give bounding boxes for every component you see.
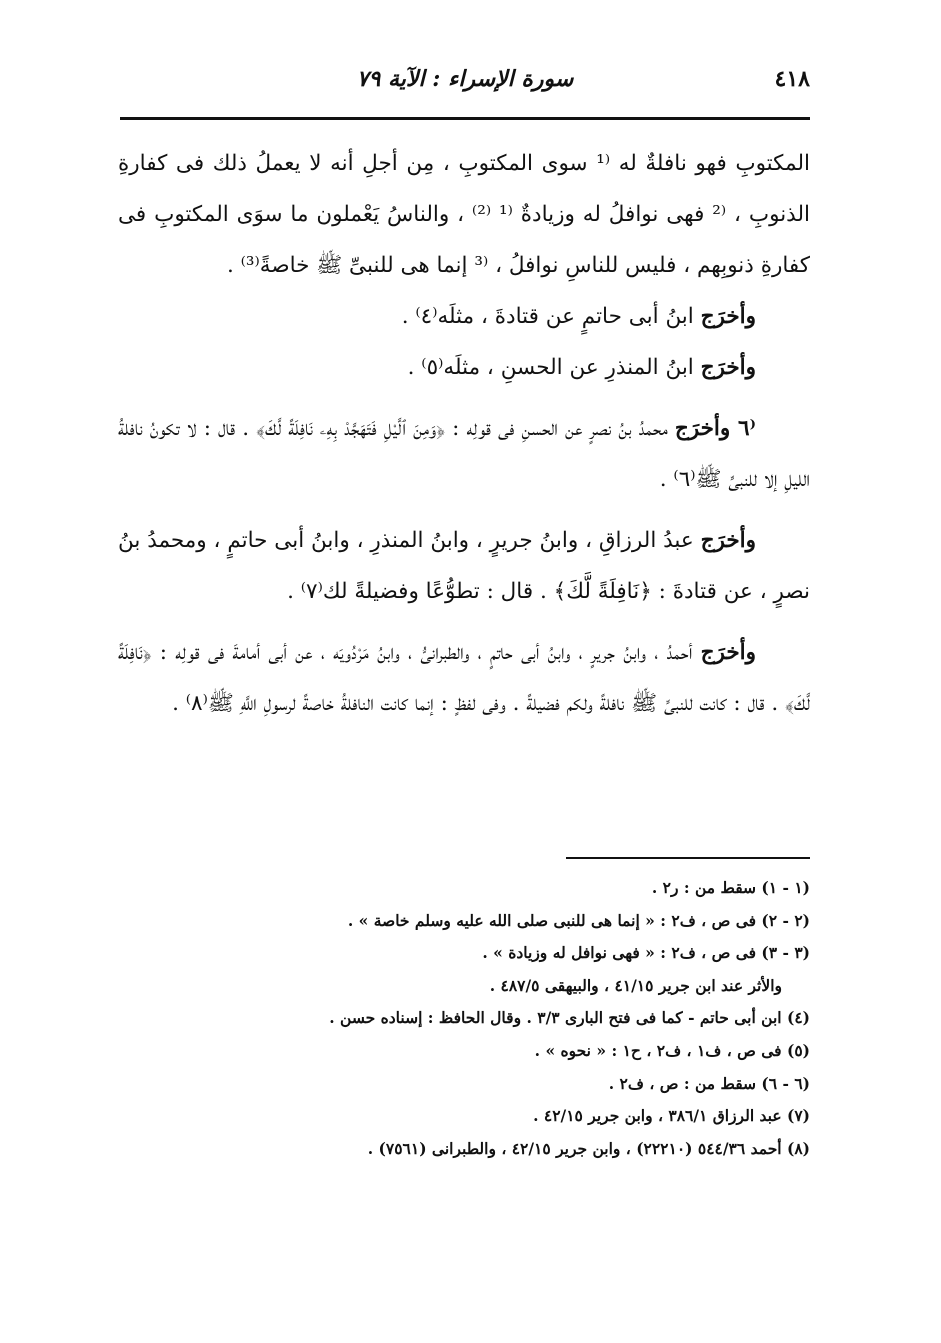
paragraph-text: أحمدُ ، وابنُ جريرٍ ، وابنُ أبى حاتمٍ ، والطبرانىُّ ، وابنُ مَرْدُويَه ، عن أبى أمامةَ فى قولِه : ﴿نَافِلَةً لَّكَ﴾ . قال : كانت للنبىِّ ﷺ نافلةً ولكم فضيلةً . وفى لفظٍ : إنما كانت النافلةُ خاصةً لرسولِ اللَّهِ ﷺ⁽٨⁾ .	[118, 640, 810, 716]
paragraph-lead: وأخرَج	[700, 304, 756, 329]
running-header	[120, 62, 810, 102]
paragraph-text: المكتوبِ فهو نافلةٌ له ⁽¹ سوى المكتوبِ ، مِن أجلِ أنه لا يعملُ ذلك فى كفارةِ الذنوبِ ، ⁽² فهى نوافلُ له وزيادةٌ ⁽¹ ⁽²⁾ ، والناسُ يَعْملون ما سوَى المكتوبِ فى كفارةِ ذنوبِهم ، فليس للناسِ نوافلُ ، ⁽³ إنما هى للنبىِّ ﷺ خاصةً⁽³⁾ .	[118, 151, 810, 278]
footnotes	[120, 872, 810, 1165]
footnote-3-continuation: والأثر عند ابن جرير ٤١/١٥ ، والبيهقى ٤٨٧/٥ .	[489, 975, 782, 995]
main-text	[118, 138, 810, 729]
paragraph-5	[118, 515, 810, 617]
paragraph-text: ابنُ المنذرِ عن الحسنِ ، مثلَه⁽٥⁾ .	[407, 355, 701, 380]
paragraph-text: محمدُ بنُ نصرٍ عن الحسنِ فى قولِه : ﴿وَمِنَ ٱلَّيْلِ فَتَهَجَّدْ بِهِۦ نَافِلَةً لَّكَ﴾ . قال : لا تكونُ نافلةُ الليلِ إلا للنبىِّ ﷺ⁽٦⁾ .	[118, 416, 810, 492]
paragraph-3	[118, 342, 810, 393]
footnote-3: (٣ - ٣) فى ص ، ف٢ : « فهى نوافل له وزيادة » .	[482, 943, 810, 963]
footnote-5: (٥) فى ص ، ف١ ، ف٢ ، ح١ : « نحوه » .	[534, 1040, 810, 1060]
page-number: ٤١٨	[774, 66, 810, 92]
footnote-2: (٢ - ٢) فى ص ، ف٢ : « إنما هى للنبى صلى الله عليه وسلم خاصة » .	[347, 910, 810, 930]
paragraph-lead: وأخرَج	[700, 355, 756, 380]
header-rule	[120, 117, 810, 120]
paragraph-6	[118, 627, 810, 729]
footnote-4: (٤) ابن أبى حاتم - كما فى فتح البارى ٣/٣ . وقال الحافظ : إسناده حسن .	[329, 1008, 810, 1028]
footnote-separator	[566, 857, 810, 859]
paragraph-4	[118, 403, 810, 505]
paragraph-text: ابنُ أبى حاتمٍ عن قتادةَ ، مثلَه⁽٤⁾ .	[401, 304, 701, 329]
paragraph-lead: وأخرَج	[700, 528, 756, 553]
chapter-title: سورة الإسراء : الآية ٧٩	[356, 66, 574, 92]
paragraph-lead: ⁽٦ وأخرَج	[674, 416, 757, 441]
paragraph-2	[118, 291, 810, 342]
footnote-6: (٦ - ٦) سقط من : ص ، ف٢ .	[608, 1073, 810, 1093]
paragraph-text: عبدُ الرزاقِ ، وابنُ جريرٍ ، وابنُ المنذرِ ، وابنُ أبى حاتمٍ ، ومحمدُ بنُ نصرٍ ، عن قتادةَ : ﴿نَافِلَةً لَّكَ﴾ . قال : تطوُّعًا وفضيلةً لك⁽٧⁾ .	[118, 528, 810, 604]
footnote-8: (٨) أحمد ٥٤٤/٣٦ (٢٢٢١٠) ، وابن جرير ٤٢/١٥ ، والطبرانى (٧٥٦١) .	[367, 1138, 810, 1158]
paragraph-lead: وأخرَج	[700, 640, 756, 665]
footnote-7: (٧) عبد الرزاق ٣٨٦/١ ، وابن جرير ٤٢/١٥ .	[533, 1106, 810, 1126]
footnote-1: (١ - ١) سقط من : ر٢ .	[651, 878, 810, 897]
paragraph-1	[118, 138, 810, 291]
